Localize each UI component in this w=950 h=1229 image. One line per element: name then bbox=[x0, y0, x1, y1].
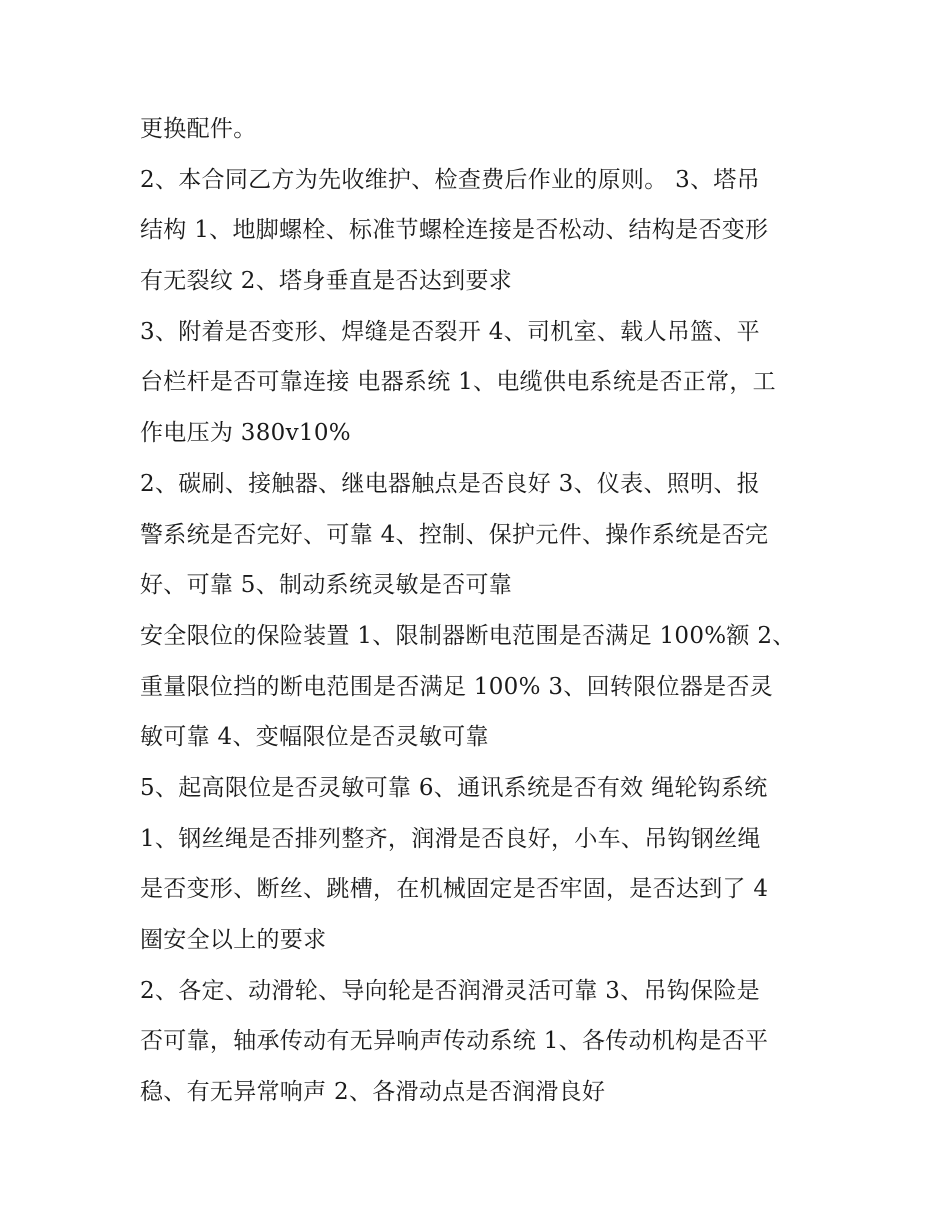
text-line: 好、可靠 5、制动系统灵敏是否可靠 bbox=[140, 572, 513, 599]
text-line: 2、各定、动滑轮、导向轮是否润滑灵活可靠 3、吊钩保险是 bbox=[140, 977, 760, 1004]
text-line: 圈安全以上的要求 bbox=[140, 927, 327, 953]
text-line: 更换配件。 bbox=[140, 116, 257, 142]
text-line: 作电压为 380v10% bbox=[140, 420, 351, 447]
text-line: 敏可靠 4、变幅限位是否灵敏可靠 bbox=[140, 724, 489, 751]
text-line: 是否变形、断丝、跳槽，在机械固定是否牢固，是否达到了 4 bbox=[140, 876, 769, 903]
text-line: 结构 1、地脚螺栓、标准节螺栓连接是否松动、结构是否变形 bbox=[140, 217, 769, 244]
text-line: 稳、有无异常响声 2、各滑动点是否润滑良好 bbox=[140, 1079, 606, 1106]
text-line: 台栏杆是否可靠连接 电器系统 1、电缆供电系统是否正常，工 bbox=[140, 369, 776, 396]
text-line: 重量限位挡的断电范围是否满足 100% 3、回转限位器是否灵 bbox=[140, 673, 774, 700]
text-line: 3、附着是否变形、焊缝是否裂开 4、司机室、载人吊篮、平 bbox=[140, 318, 760, 345]
text-line: 安全限位的保险装置 1、限制器断电范围是否满足 100%额 2、 bbox=[140, 622, 796, 649]
text-line: 1、钢丝绳是否排列整齐，润滑是否良好，小车、吊钩钢丝绳 bbox=[140, 825, 761, 852]
text-line: 5、起高限位是否灵敏可靠 6、通讯系统是否有效 绳轮钩系统 bbox=[140, 774, 768, 801]
text-line: 2、碳刷、接触器、继电器触点是否良好 3、仪表、照明、报 bbox=[140, 470, 760, 497]
text-line: 否可靠，轴承传动有无异响声传动系统 1、各传动机构是否平 bbox=[140, 1028, 769, 1055]
text-line: 有无裂纹 2、塔身垂直是否达到要求 bbox=[140, 268, 513, 295]
text-line: 2、本合同乙方为先收维护、检查费后作业的原则。 3、塔吊 bbox=[140, 166, 760, 193]
text-line: 警系统是否完好、可靠 4、控制、保护元件、操作系统是否完 bbox=[140, 521, 769, 548]
document-body bbox=[140, 104, 812, 1118]
